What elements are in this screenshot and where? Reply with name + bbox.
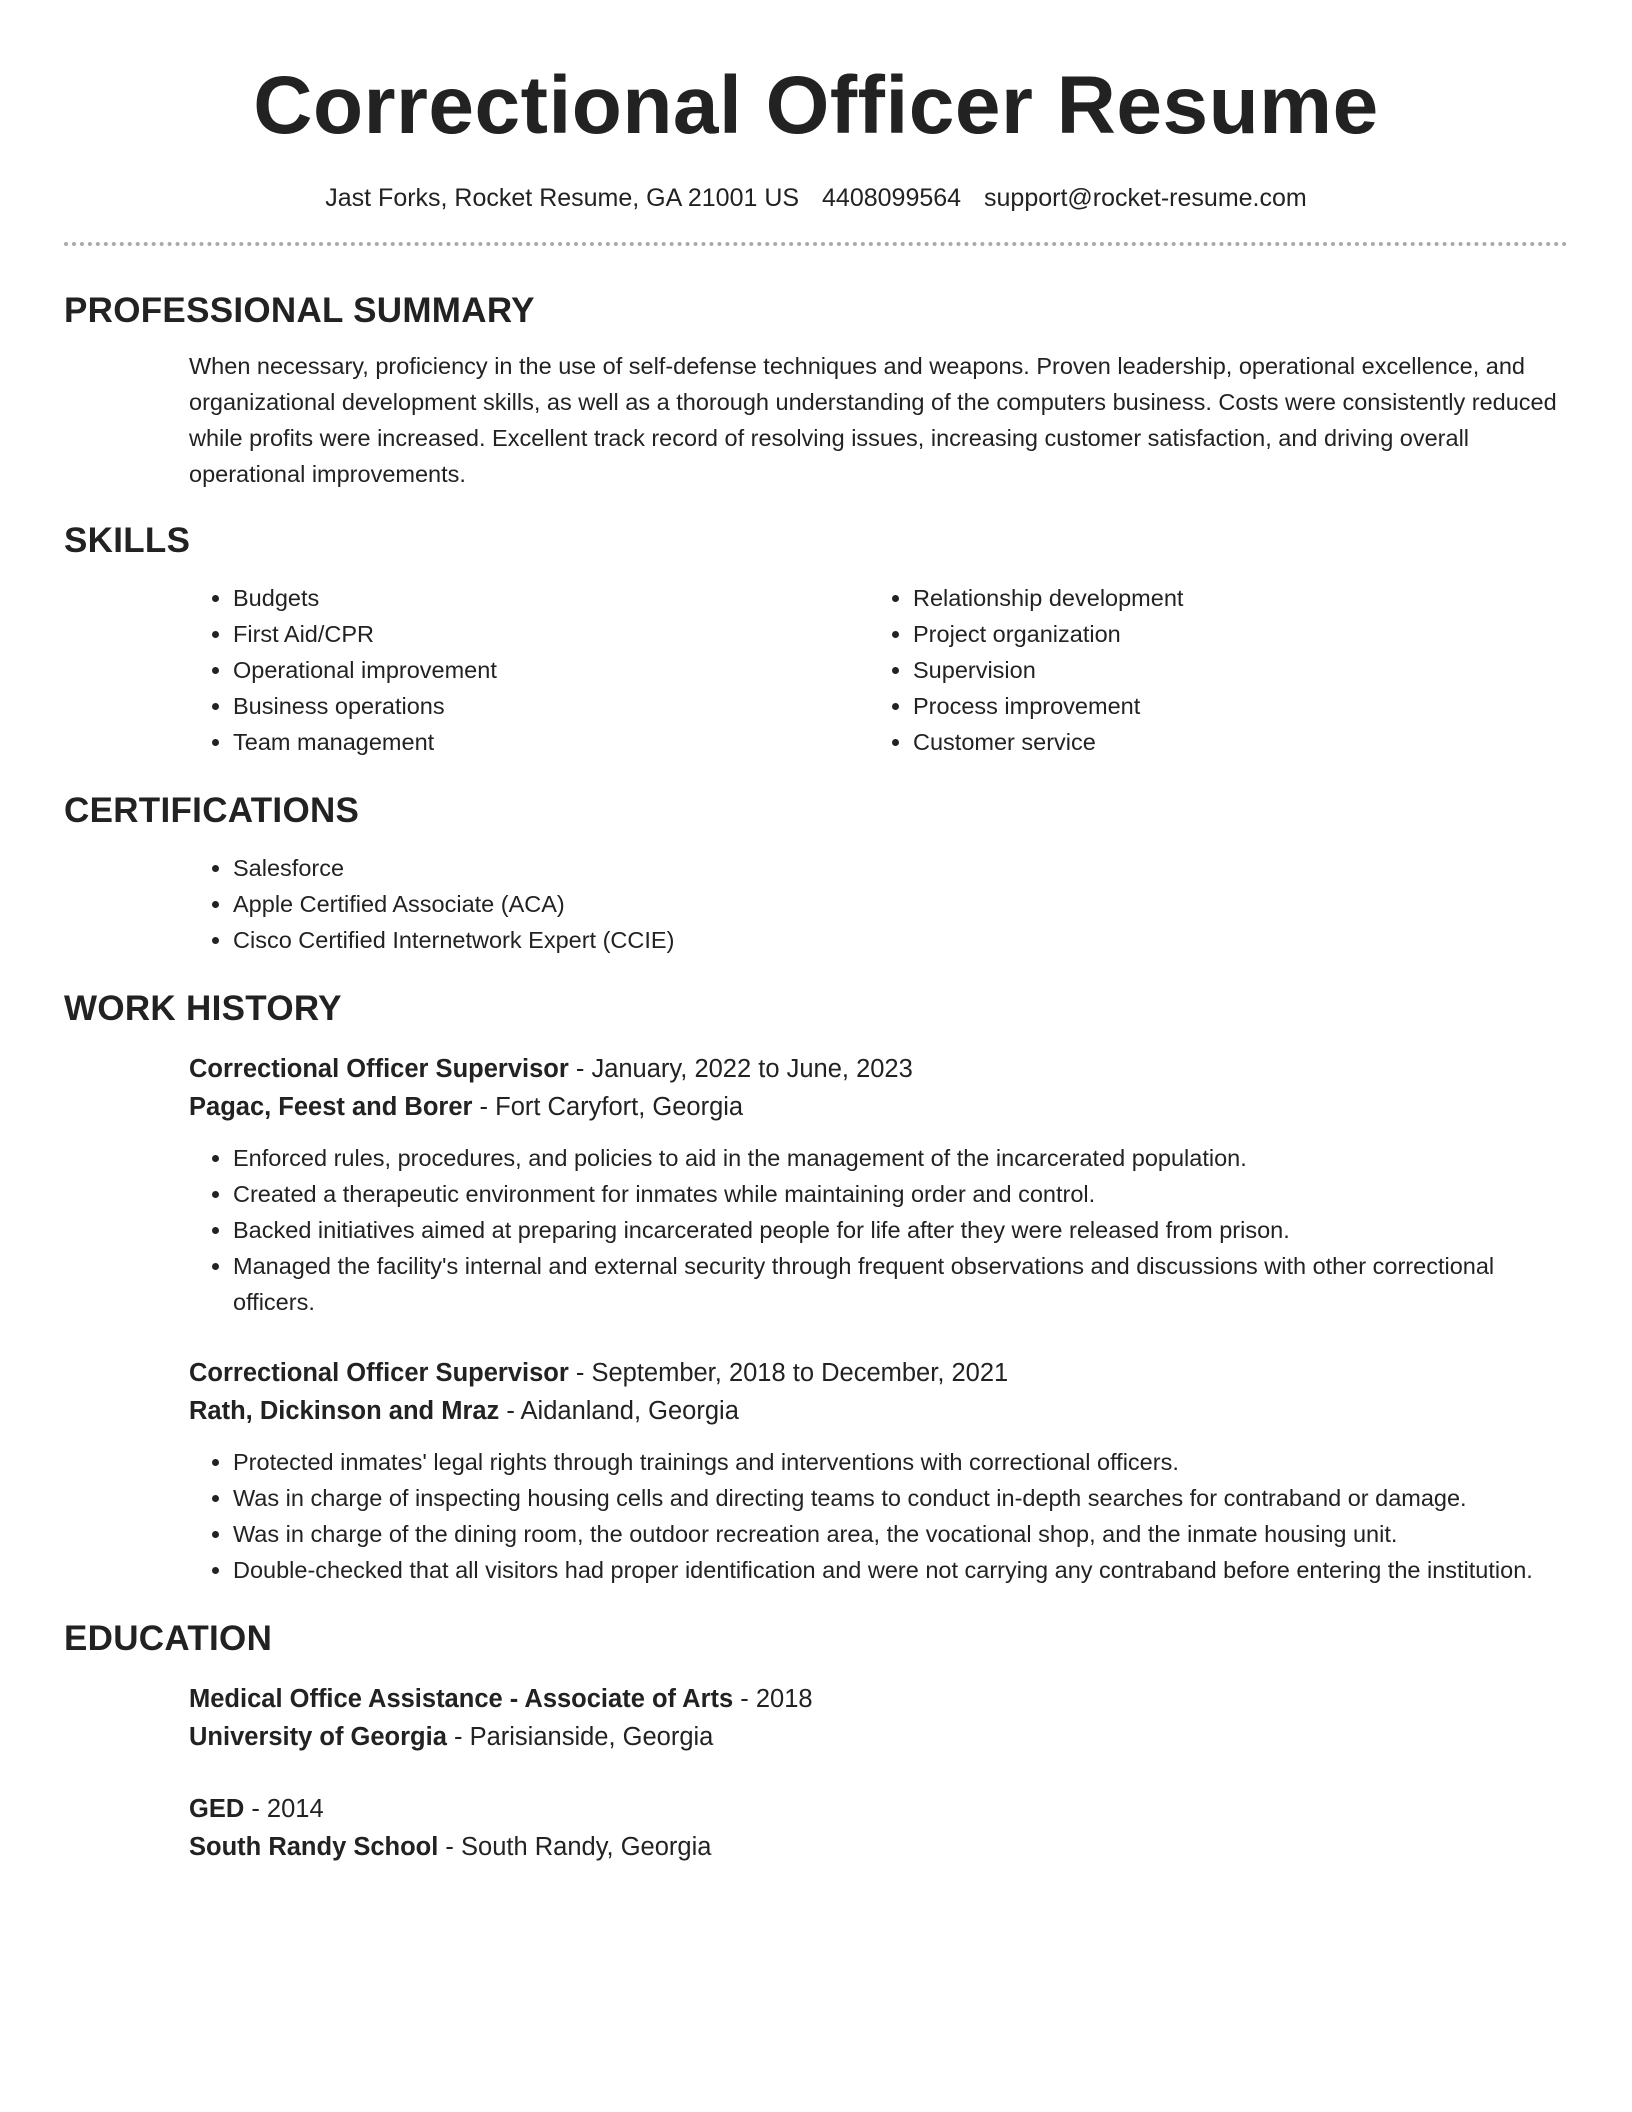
education-location: - Parisianside, Georgia bbox=[446, 1723, 714, 1751]
job-dates: - September, 2018 to December, 2021 bbox=[568, 1359, 1009, 1387]
contact-line bbox=[64, 182, 1568, 214]
job-bullet: • Managed the facility's internal and external security through frequent observations and discussions with other correctional officers. bbox=[233, 1248, 1573, 1320]
job-location: - Aidanland, Georgia bbox=[499, 1397, 739, 1425]
job-company-line bbox=[189, 1088, 1568, 1126]
education-school: South Randy School bbox=[189, 1833, 439, 1861]
job-dates: - January, 2022 to June, 2023 bbox=[568, 1055, 913, 1083]
skills-list-right bbox=[869, 580, 1549, 760]
header-divider bbox=[64, 242, 1568, 246]
job-company-line bbox=[189, 1392, 1568, 1430]
education-location: - South Randy, Georgia bbox=[438, 1833, 712, 1861]
contact-email: support@rocket-resume.com bbox=[984, 184, 1307, 212]
skills-body bbox=[189, 580, 1568, 760]
summary-heading: PROFESSIONAL SUMMARY bbox=[64, 291, 535, 330]
education-degree: GED bbox=[189, 1795, 245, 1823]
skill-item: • Budgets bbox=[233, 580, 869, 616]
certifications-heading: CERTIFICATIONS bbox=[64, 791, 360, 830]
job-role: Correctional Officer Supervisor bbox=[189, 1359, 569, 1387]
skill-item: • Team management bbox=[233, 724, 869, 760]
summary-section bbox=[64, 290, 1568, 492]
education-entry bbox=[189, 1680, 1568, 1756]
summary-text: When necessary, proficiency in the use of self-defense techniques and weapons. Proven leadership, operational excellence, and organizational development skills, as well as a thorough understanding of the computers business. Costs were consistently reduced while profits were increased. Excellent track record of resolving issues, increasing customer satisfaction, and driving overall operational improvements. bbox=[189, 353, 1557, 487]
job-bullet: • Backed initiatives aimed at preparing incarcerated people for life after they were released from prison. bbox=[233, 1212, 1573, 1248]
job-company: Rath, Dickinson and Mraz bbox=[189, 1397, 500, 1425]
skill-item: • First Aid/CPR bbox=[233, 616, 869, 652]
contact-address: Jast Forks, Rocket Resume, GA 21001 US bbox=[325, 184, 800, 212]
work-body bbox=[189, 1050, 1568, 1588]
skills-heading: SKILLS bbox=[64, 521, 191, 560]
certification-item: • Apple Certified Associate (ACA) bbox=[233, 886, 1568, 922]
job-bullets bbox=[189, 1444, 1573, 1588]
education-body bbox=[189, 1680, 1568, 1866]
certification-item: • Salesforce bbox=[233, 850, 1568, 886]
job-bullet: • Enforced rules, procedures, and policies to aid in the management of the incarcerated population. bbox=[233, 1140, 1573, 1176]
job-role: Correctional Officer Supervisor bbox=[189, 1055, 569, 1083]
job-bullet: • Double-checked that all visitors had proper identification and were not carrying any contraband before entering the institution. bbox=[233, 1552, 1573, 1588]
education-year: - 2014 bbox=[244, 1795, 324, 1823]
certification-item: • Cisco Certified Internetwork Expert (CCIE) bbox=[233, 922, 1568, 958]
resume-page bbox=[64, 0, 1568, 2112]
summary-body bbox=[189, 348, 1568, 492]
work-section bbox=[64, 988, 1568, 1588]
work-heading: WORK HISTORY bbox=[64, 989, 342, 1028]
job-bullet: • Was in charge of inspecting housing cells and directing teams to conduct in-depth searches for contraband or damage. bbox=[233, 1480, 1573, 1516]
education-year: - 2018 bbox=[733, 1685, 813, 1713]
certifications-list bbox=[189, 850, 1568, 958]
skills-grid bbox=[189, 580, 1568, 760]
skill-item: • Process improvement bbox=[913, 688, 1549, 724]
job-entry bbox=[189, 1354, 1568, 1588]
job-company: Pagac, Feest and Borer bbox=[189, 1093, 473, 1121]
skills-section bbox=[64, 520, 1568, 760]
skill-item: • Project organization bbox=[913, 616, 1549, 652]
education-section bbox=[64, 1618, 1568, 1866]
skill-item: • Business operations bbox=[233, 688, 869, 724]
job-bullets bbox=[189, 1140, 1573, 1320]
job-title-line bbox=[189, 1354, 1568, 1392]
education-degree-line bbox=[189, 1680, 1568, 1718]
job-bullet: • Was in charge of the dining room, the outdoor recreation area, the vocational shop, and the inmate housing unit. bbox=[233, 1516, 1573, 1552]
education-heading: EDUCATION bbox=[64, 1619, 273, 1658]
education-school-line bbox=[189, 1718, 1568, 1756]
certifications-section bbox=[64, 790, 1568, 958]
job-bullet: • Protected inmates' legal rights through trainings and interventions with correctional officers. bbox=[233, 1444, 1573, 1480]
education-entry bbox=[189, 1790, 1568, 1866]
education-school-line bbox=[189, 1828, 1568, 1866]
skill-item: • Operational improvement bbox=[233, 652, 869, 688]
job-location: - Fort Caryfort, Georgia bbox=[472, 1093, 744, 1121]
education-degree: Medical Office Assistance - Associate of Arts bbox=[189, 1685, 734, 1713]
skill-item: • Relationship development bbox=[913, 580, 1549, 616]
job-bullet: • Created a therapeutic environment for inmates while maintaining order and control. bbox=[233, 1176, 1573, 1212]
skill-item: • Customer service bbox=[913, 724, 1549, 760]
certifications-body bbox=[189, 850, 1568, 958]
resume-title: Correctional Officer Resume bbox=[253, 60, 1379, 151]
education-degree-line bbox=[189, 1790, 1568, 1828]
skills-list-left bbox=[189, 580, 869, 760]
job-title-line bbox=[189, 1050, 1568, 1088]
skill-item: • Supervision bbox=[913, 652, 1549, 688]
job-entry bbox=[189, 1050, 1568, 1320]
education-school: University of Georgia bbox=[189, 1723, 447, 1751]
contact-phone: 4408099564 bbox=[822, 184, 962, 212]
